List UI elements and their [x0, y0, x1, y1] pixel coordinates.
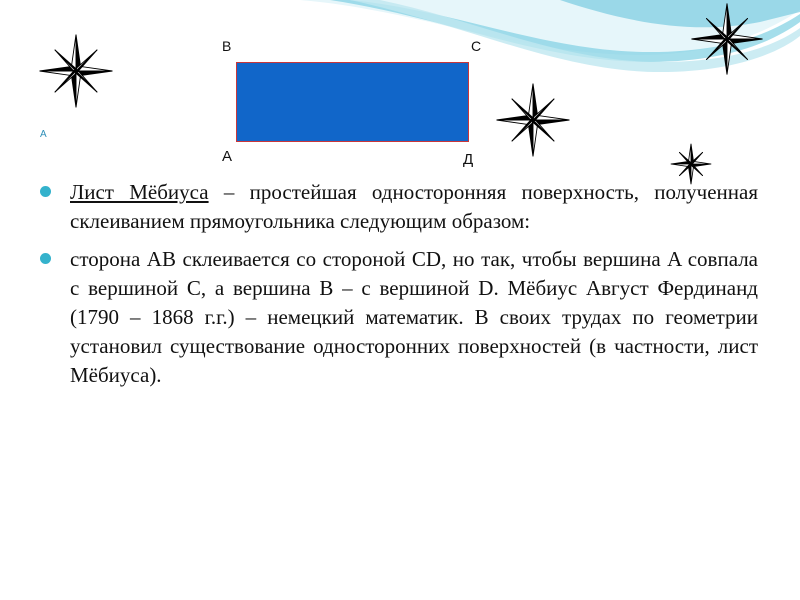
compass-star-icon — [690, 2, 764, 76]
slide-content — [40, 178, 758, 390]
vertex-label-d: Д — [463, 151, 474, 168]
construction-text: сторона AB склеивается со стороной CD, но так, чтобы вершина A совпала с вершиной C, а вершина B – с вершиной D. Мёбиус Август Фердинанд (1790 – 1868 г.г.) – немецкий математик. В своих трудах по геометрии установил существование односторонних поверхностей (в частности, лист Мёбиуса). — [70, 247, 758, 387]
compass-star-icon — [38, 33, 114, 109]
term-mobius-strip: Лист Мёбиуса — [70, 180, 209, 204]
bullet-dot-icon — [40, 253, 51, 264]
bullet-definition — [40, 178, 758, 236]
compass-star-icon — [495, 82, 571, 158]
vertex-label-c: C — [471, 38, 482, 54]
bullet-construction — [40, 245, 758, 390]
bullet-dot-icon — [40, 186, 51, 197]
small-label-a: A — [40, 129, 47, 140]
mobius-rectangle — [236, 62, 469, 142]
vertex-label-a: A — [222, 148, 233, 165]
definition-text: – простейшая односторонняя поверхность, полученная склеиванием прямоугольника следующим образом: — [70, 180, 759, 233]
vertex-label-b: B — [222, 38, 232, 54]
